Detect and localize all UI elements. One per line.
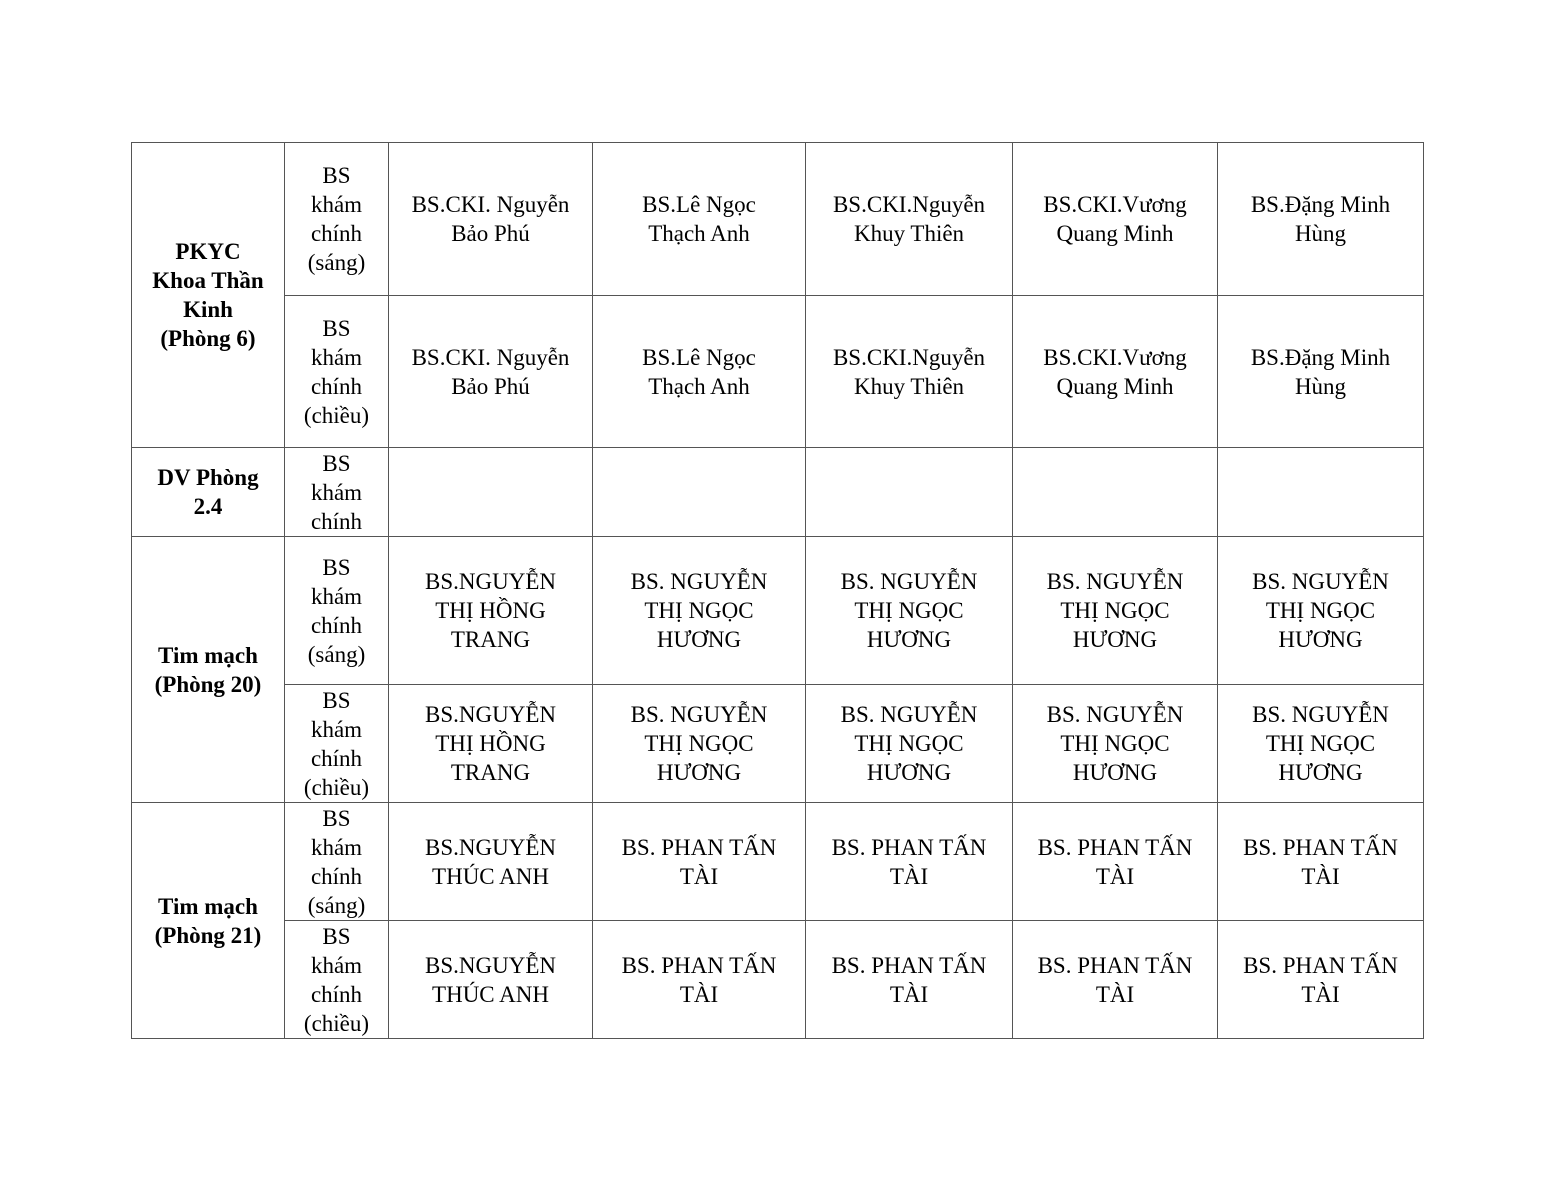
doctor-cell [593, 448, 806, 537]
doctor-cell: BS.CKI. Nguyễn Bảo Phú [389, 296, 593, 448]
role-cell: BS khám chính (chiều) [285, 685, 389, 803]
table-row [132, 803, 1424, 921]
role-cell: BS khám chính (sáng) [285, 537, 389, 685]
doctor-cell: BS.Lê Ngọc Thạch Anh [593, 296, 806, 448]
schedule-table [131, 142, 1424, 1039]
doctor-cell: BS. PHAN TẤN TÀI [1013, 921, 1218, 1039]
table-row [132, 143, 1424, 296]
doctor-cell: BS. NGUYỄN THỊ NGỌC HƯƠNG [593, 537, 806, 685]
doctor-cell: BS.CKI.Nguyễn Khuy Thiên [806, 143, 1013, 296]
doctor-cell: BS. PHAN TẤN TÀI [593, 921, 806, 1039]
doctor-cell: BS.CKI.Vương Quang Minh [1013, 296, 1218, 448]
table-row [132, 685, 1424, 803]
doctor-cell [806, 448, 1013, 537]
doctor-cell [1013, 448, 1218, 537]
doctor-cell: BS. PHAN TẤN TÀI [1218, 921, 1424, 1039]
doctor-cell: BS. NGUYỄN THỊ NGỌC HƯƠNG [806, 685, 1013, 803]
doctor-cell: BS.CKI.Vương Quang Minh [1013, 143, 1218, 296]
doctor-cell: BS.Đặng Minh Hùng [1218, 296, 1424, 448]
doctor-cell: BS.Lê Ngọc Thạch Anh [593, 143, 806, 296]
doctor-cell: BS.CKI. Nguyễn Bảo Phú [389, 143, 593, 296]
doctor-cell: BS.NGUYỄN THỊ HỒNG TRANG [389, 685, 593, 803]
role-cell: BS khám chính (sáng) [285, 143, 389, 296]
department-cell: PKYC Khoa Thần Kinh (Phòng 6) [132, 143, 285, 448]
role-cell: BS khám chính (sáng) [285, 803, 389, 921]
doctor-cell: BS. PHAN TẤN TÀI [1218, 803, 1424, 921]
doctor-cell: BS.CKI.Nguyễn Khuy Thiên [806, 296, 1013, 448]
doctor-cell: BS. NGUYỄN THỊ NGỌC HƯƠNG [806, 537, 1013, 685]
doctor-cell: BS.NGUYỄN THÚC ANH [389, 803, 593, 921]
doctor-cell: BS. NGUYỄN THỊ NGỌC HƯƠNG [1013, 537, 1218, 685]
role-cell: BS khám chính [285, 448, 389, 537]
doctor-cell: BS. PHAN TẤN TÀI [1013, 803, 1218, 921]
doctor-cell: BS. PHAN TẤN TÀI [593, 803, 806, 921]
doctor-cell: BS. NGUYỄN THỊ NGỌC HƯƠNG [1013, 685, 1218, 803]
doctor-cell: BS.NGUYỄN THÚC ANH [389, 921, 593, 1039]
doctor-cell: BS. NGUYỄN THỊ NGỌC HƯƠNG [1218, 537, 1424, 685]
doctor-cell: BS. NGUYỄN THỊ NGỌC HƯƠNG [593, 685, 806, 803]
department-cell: DV Phòng 2.4 [132, 448, 285, 537]
doctor-cell: BS.Đặng Minh Hùng [1218, 143, 1424, 296]
department-cell: Tim mạch (Phòng 20) [132, 537, 285, 803]
doctor-cell [389, 448, 593, 537]
doctor-cell: BS.NGUYỄN THỊ HỒNG TRANG [389, 537, 593, 685]
doctor-cell: BS. NGUYỄN THỊ NGỌC HƯƠNG [1218, 685, 1424, 803]
table-row [132, 296, 1424, 448]
table-row [132, 921, 1424, 1039]
doctor-cell [1218, 448, 1424, 537]
department-cell: Tim mạch (Phòng 21) [132, 803, 285, 1039]
role-cell: BS khám chính (chiều) [285, 296, 389, 448]
doctor-cell: BS. PHAN TẤN TÀI [806, 921, 1013, 1039]
doctor-cell: BS. PHAN TẤN TÀI [806, 803, 1013, 921]
table-row [132, 537, 1424, 685]
role-cell: BS khám chính (chiều) [285, 921, 389, 1039]
table-row [132, 448, 1424, 537]
